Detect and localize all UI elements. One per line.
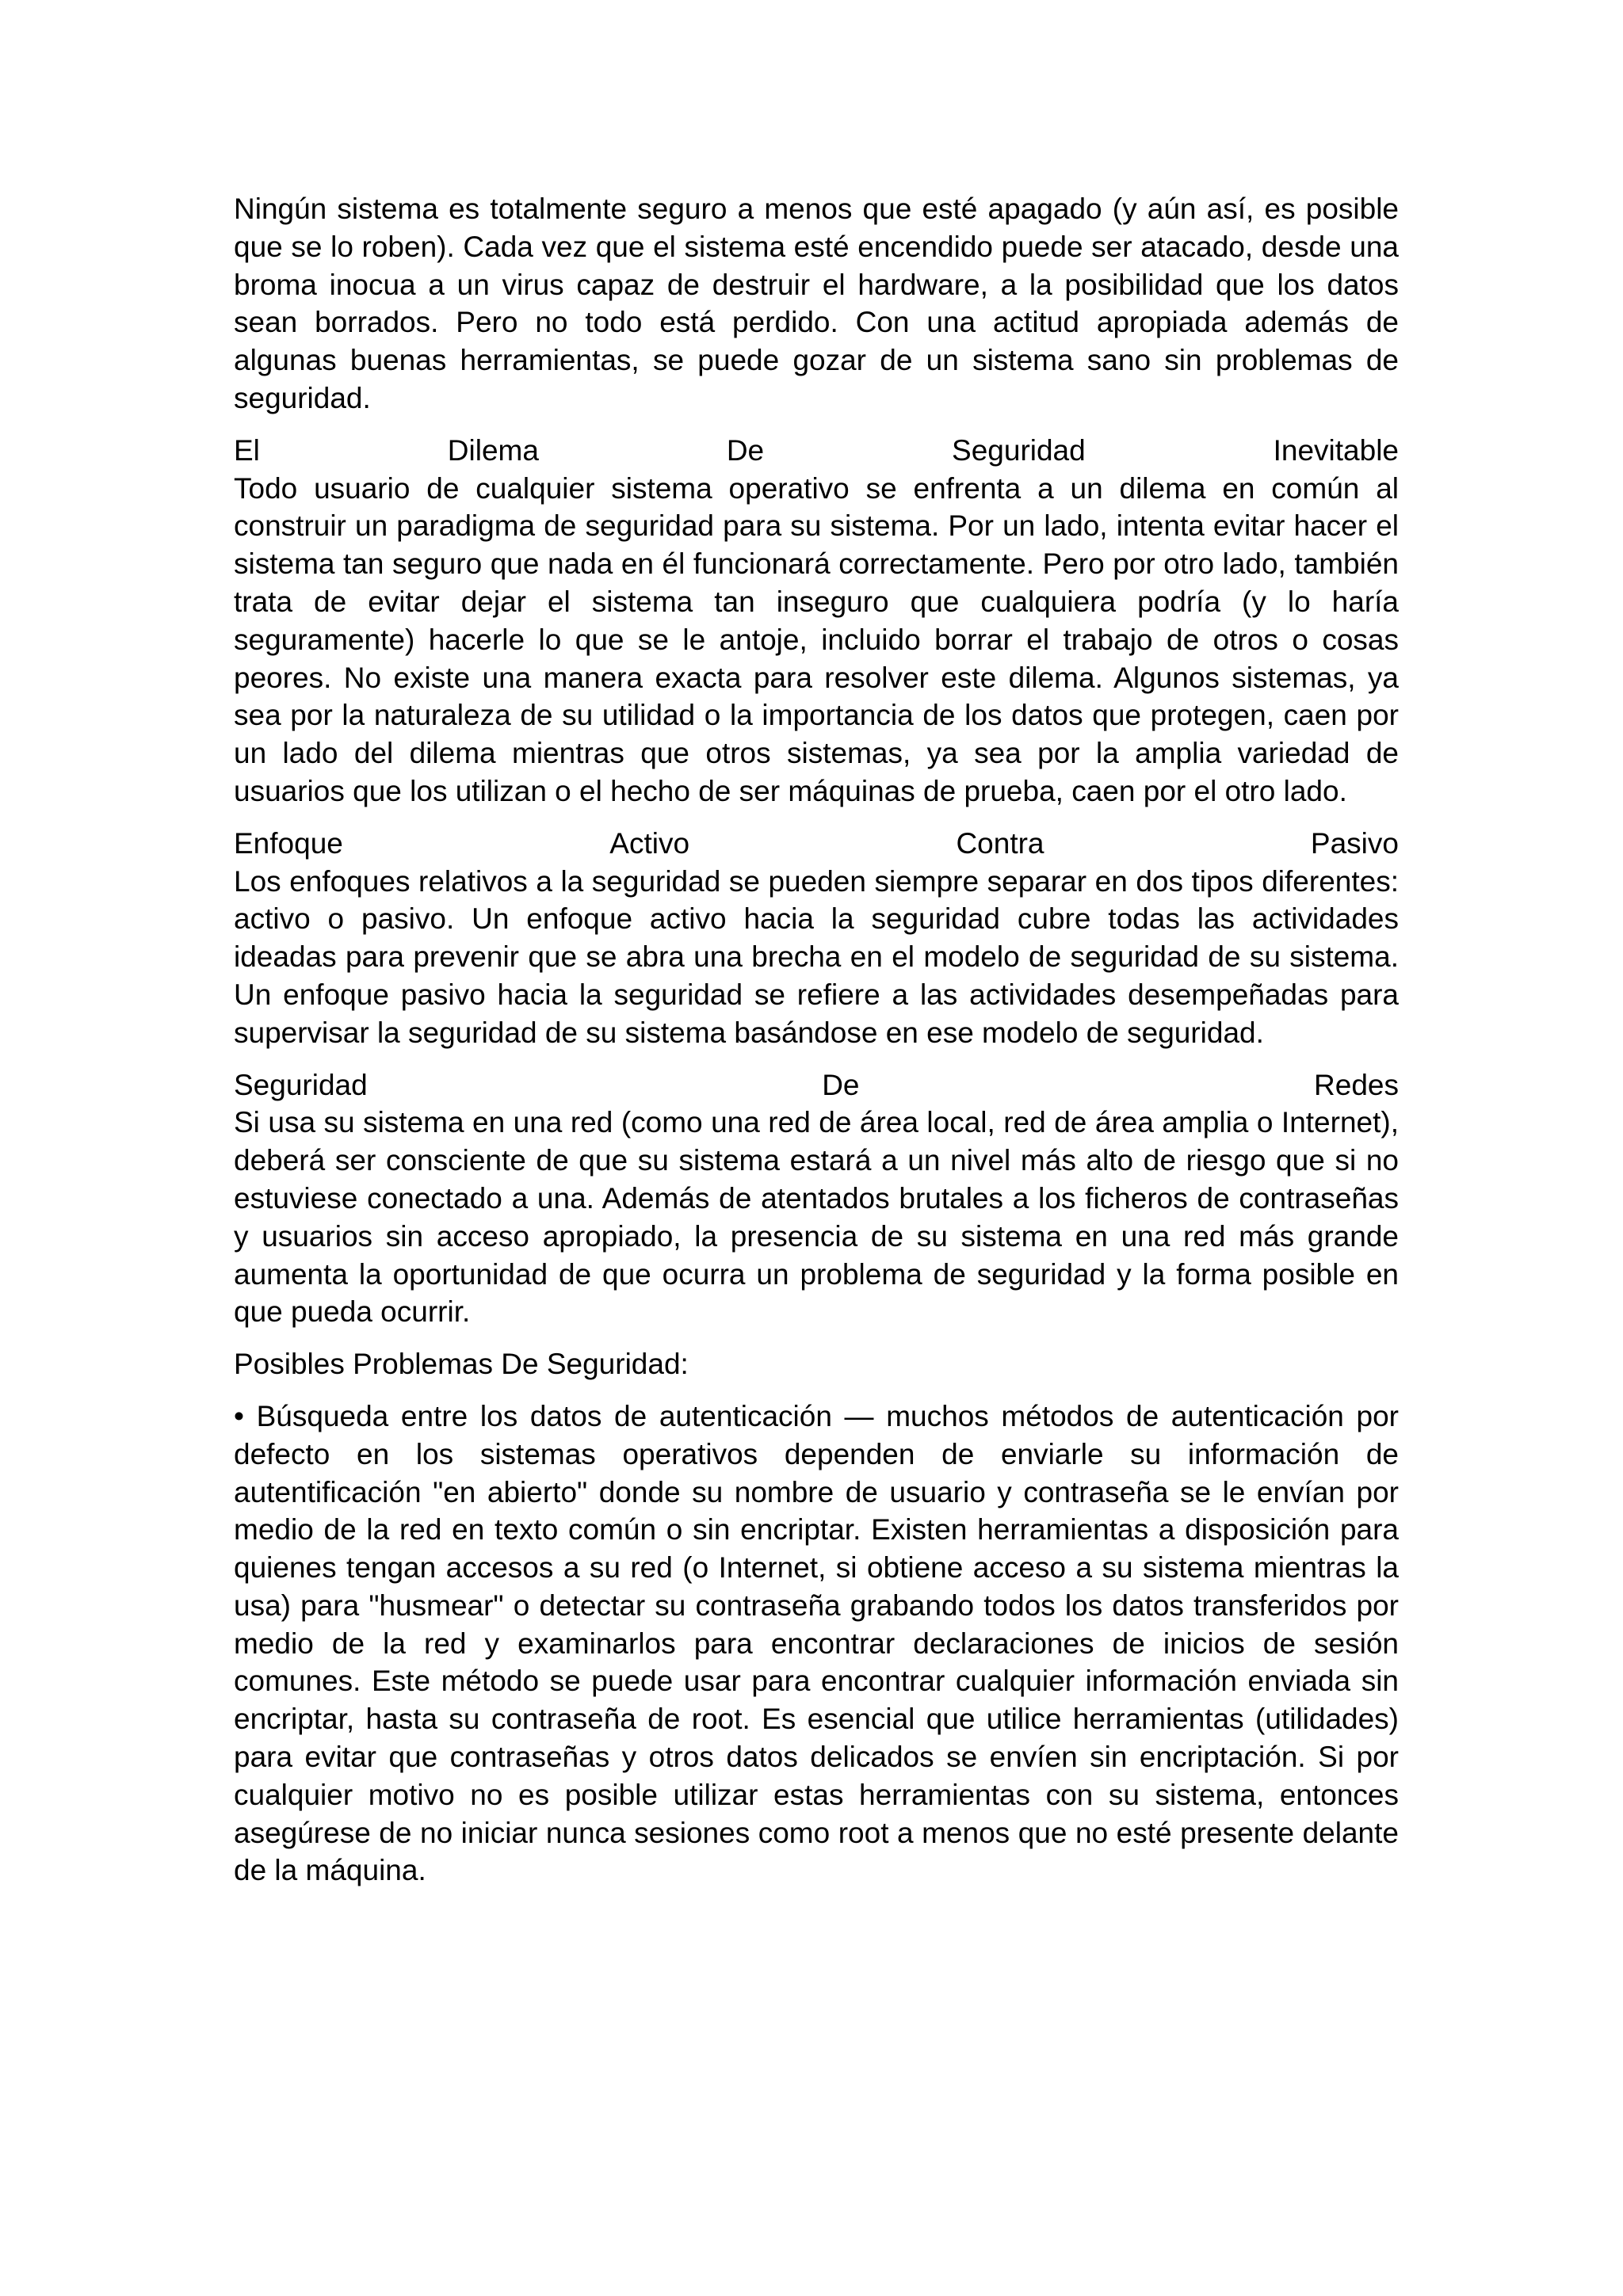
bullet-item: • Búsqueda entre los datos de autenticación — muchos métodos de autenticación por defecto en los sistemas operativos dependen de enviarle su información de autentificación "en abierto" donde su nombre de usuario y contraseña se le envían por medio de la red en texto común o sin encriptar. Existen herramientas a disposición para quienes tengan accesos a su red (o Internet, si obtiene acceso a su sistema mientras la usa) para "husmear" o detectar su contraseña grabando todos los datos transferidos por medio de la red y examinarlos para encontrar declaraciones de inicios de sesión comunes. Este método se puede usar para encontrar cualquier información enviada sin encriptar, hasta su contraseña de root. Es esencial que utilice herramientas (utilidades) para evitar que contraseñas y otros datos delicados se envíen sin encriptación. Si por cualquier motivo no es posible utilizar estas herramientas con su sistema, entonces asegúrese de no iniciar nunca sesiones como root a menos que no esté presente delante de la máquina. <box>234 1399 1399 1887</box>
problems-title: Posibles Problemas De Seguridad: <box>234 1348 689 1381</box>
heading-word: Contra <box>956 826 1044 860</box>
section-heading <box>234 1066 1399 1104</box>
section-body: Los enfoques relativos a la seguridad se pueden siempre separar en dos tipos diferentes: activo o pasivo. Un enfoque activo hacia la seguridad cubre todas las actividades ideadas para prevenir que se abra una brecha en el modelo de seguridad de su sistema. Un enfoque pasivo hacia la seguridad se refiere a las actividades desempeñadas para supervisar la seguridad de su sistema basándose en ese modelo de seguridad. <box>234 864 1399 1049</box>
section-heading <box>234 825 1399 863</box>
section-body: Si usa su sistema en una red (como una red de área local, red de área amplia o Internet), deberá ser consciente de que su sistema estará a un nivel más alto de riesgo que si no estuviese conectado a una. Además de atentados brutales a los ficheros de contraseñas y usuarios sin acceso apropiado, la presencia de su sistema en una red más grande aumenta la oportunidad de que ocurra un problema de seguridad y la forma posible en que pueda ocurrir. <box>234 1106 1399 1329</box>
section-body: Todo usuario de cualquier sistema operativo se enfrenta a un dilema en común al construir un paradigma de seguridad para su sistema. Por un lado, intenta evitar hacer el sistema tan seguro que nada en él funcionará correctamente. Pero por otro lado, también trata de evitar dejar el sistema tan inseguro que cualquiera podría (y lo haría seguramente) hacerle lo que se le antoje, incluido borrar el trabajo de otros o cosas peores. No existe una manera exacta para resolver este dilema. Algunos sistemas, ya sea por la naturaleza de su utilidad o la importancia de los datos que protegen, caen por un lado del dilema mientras que otros sistemas, ya sea por la amplia variedad de usuarios que los utilizan o el hecho de ser máquinas de prueba, caen por el otro lado. <box>234 471 1399 807</box>
intro-paragraph: Ningún sistema es totalmente seguro a menos que esté apagado (y aún así, es posible que se lo roben). Cada vez que el sistema esté encendido puede ser atacado, desde una broma inocua a un virus capaz de destruir el hardware, a la posibilidad que los datos sean borrados. Pero no todo está perdido. Con una actitud apropiada además de algunas buenas herramientas, se puede gozar de un sistema sano sin problemas de seguridad. <box>234 193 1399 414</box>
section-dilema <box>234 432 1399 810</box>
heading-word: Enfoque <box>234 826 343 860</box>
section-enfoque <box>234 825 1399 1052</box>
heading-word: De <box>726 433 765 467</box>
heading-word: Dilema <box>447 433 539 467</box>
heading-word: Seguridad <box>952 433 1086 467</box>
section-heading <box>234 432 1399 470</box>
heading-word: Redes <box>1314 1068 1399 1101</box>
heading-word: Seguridad <box>234 1068 368 1101</box>
section-redes <box>234 1066 1399 1332</box>
heading-word: Activo <box>609 826 690 860</box>
heading-word: Pasivo <box>1310 826 1399 860</box>
heading-word: De <box>822 1068 860 1101</box>
heading-word: Inevitable <box>1273 433 1399 467</box>
document-page <box>234 190 1399 1890</box>
heading-word: El <box>234 433 260 467</box>
